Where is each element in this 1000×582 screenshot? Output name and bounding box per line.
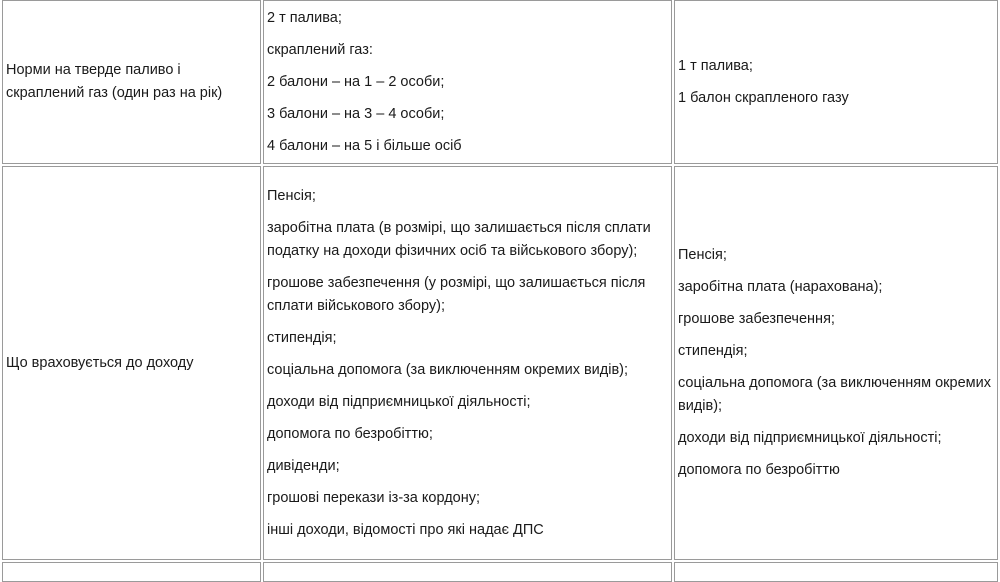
list-item: Пенсія; bbox=[678, 247, 727, 263]
list-item: стипендія; bbox=[678, 343, 748, 359]
row-label-income bbox=[2, 166, 261, 560]
list-item: 2 балони – на 1 – 2 особи; bbox=[267, 73, 445, 90]
list-item: 2 т палива; bbox=[267, 9, 342, 26]
list-item: грошове забезпечення; bbox=[678, 311, 835, 327]
next-row-cell bbox=[2, 562, 261, 582]
list-item: дивіденди; bbox=[267, 457, 340, 474]
list-item: інші доходи, відомості про які надає ДПС bbox=[267, 521, 544, 538]
list-item: заробітна плата (в розмірі, що залишається після сплати податку на доходи фізичних осіб та військового збору); bbox=[267, 219, 651, 259]
list-item: заробітна плата (нарахована); bbox=[678, 279, 883, 295]
list-item: доходи від підприємницької діяльності; bbox=[678, 430, 942, 446]
list-item: соціальна допомога (за виключенням окремих видів); bbox=[267, 361, 629, 378]
list-item: грошове забезпечення (у розмірі, що залишається після сплати військового збору); bbox=[267, 274, 646, 314]
list-item: скраплений газ: bbox=[267, 41, 373, 58]
income-current bbox=[263, 166, 672, 560]
fuel-norms-new bbox=[674, 0, 998, 164]
list-item: 1 балон скрапленого газу bbox=[678, 89, 849, 106]
next-row-cell bbox=[674, 562, 998, 582]
list-item: допомога по безробіттю bbox=[678, 462, 840, 478]
income-new bbox=[674, 166, 998, 560]
row-label-fuel-norms bbox=[2, 0, 261, 164]
list-item: доходи від підприємницької діяльності; bbox=[267, 393, 531, 410]
fuel-norms-current bbox=[263, 0, 672, 164]
list-item: стипендія; bbox=[267, 329, 337, 346]
list-item: 3 балони – на 3 – 4 особи; bbox=[267, 105, 445, 122]
list-item: грошові перекази із-за кордону; bbox=[267, 489, 481, 506]
next-row-cell bbox=[263, 562, 672, 582]
list-item: 4 балони – на 5 і більше осіб bbox=[267, 137, 462, 154]
list-item: 1 т палива; bbox=[678, 57, 753, 74]
list-item: Пенсія; bbox=[267, 187, 316, 204]
list-item: соціальна допомога (за виключенням окремих видів); bbox=[678, 375, 991, 414]
row-label-text: Що враховується до доходу bbox=[6, 354, 194, 371]
row-label-text: Норми на тверде паливо і скраплений газ (один раз на рік) bbox=[6, 62, 223, 101]
list-item: допомога по безробіттю; bbox=[267, 425, 433, 442]
